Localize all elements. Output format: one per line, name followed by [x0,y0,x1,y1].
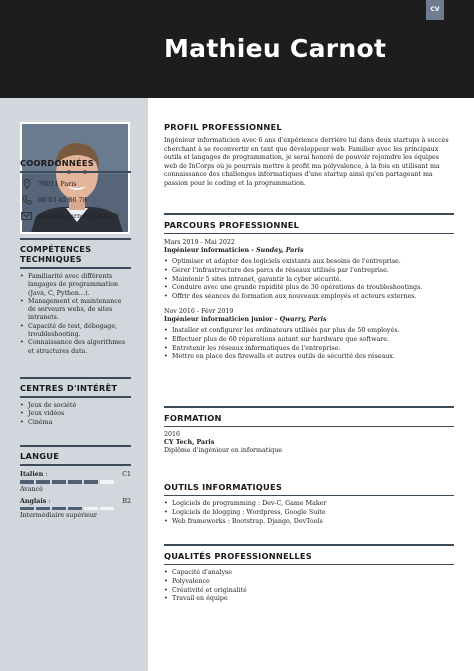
qualities-list [164,569,454,604]
language-code: B2 [122,497,131,505]
profile-section [164,122,454,189]
interests-title: CENTRES D'INTÉRÊT [20,377,131,398]
profile-text: Ingénieur informaticien avec 6 ans d'expérience derrière lui dans deux startups à succès cherchant à se reconvertir en tant que développeur web. Familier avec les principaux outils et langages de programmation, je serai honoré de pouvoir rejoindre les équipes web de InCorps où je pourrais mettre à profit ma polyvalence, à la fois en utilisant ma connaissance des challenges informatiques d'une startup ainsi qu'en partageant ma passion pour le coding et la programmation. [164,137,449,187]
job-company: Qwarry, Paris [279,315,327,323]
job-dates: Mars 2019 - Mai 2022 [164,239,235,246]
language-separator: : [43,471,48,478]
list-item: • Optimiser et adapter des logiciels existants aux besoins de l'entreprise. [164,258,454,267]
languages-section [20,445,131,519]
language-level: Intermédiaire supérieur [20,512,97,519]
profile-title: PROFIL PROFESSIONNEL [164,122,282,132]
divider [164,406,454,408]
level-segment [36,480,50,484]
address-text: 76011 Paris [38,180,77,188]
job-tasks [164,327,454,362]
tools-section [164,482,454,526]
skills-title: COMPÉTENCES TECHNIQUES [20,238,131,269]
level-segment [84,507,98,511]
list-item: • Cinéma [20,419,131,427]
language-separator: : [46,497,51,505]
candidate-name: Mathieu Carnot [164,34,387,63]
job-title: Ingénieur informaticien junior - Qwarry, Paris [164,315,327,323]
list-item: • Connaissance des algorithmes et structures data. [20,339,131,356]
list-item: • Mettre en place des firewalls et autres outils de sécurité des réseaux. [164,353,454,362]
tools-title: OUTILS INFORMATIQUES [164,482,283,492]
list-item: • Maintenir 5 sites intranet, garantir la cyber sécurité. [164,276,454,285]
address-row [20,176,131,192]
list-item: • Jeux de société [20,402,131,410]
language-code: C1 [122,471,131,478]
language-level-bar [20,480,131,484]
email-row [20,208,131,224]
language-italian [20,471,131,493]
qualities-title: QUALITÉS PROFESSIONNELLES [164,551,312,561]
education-year: 2016 [164,431,181,438]
divider [164,233,454,234]
language-level: Avancé [20,485,43,493]
education-school: CY Tech, Paris [164,439,215,446]
job-role: Ingénieur informaticien [164,247,250,254]
level-segment [52,480,66,484]
job-title: Ingénieur informaticien - Sunday, Paris [164,247,304,254]
list-item: • Logiciels de programming : Dev-C, Game Maker [164,500,454,509]
job-entry [164,308,454,362]
education-degree: Diplôme d'ingénieur en informatique [164,447,283,454]
divider [164,213,454,215]
level-segment [20,480,34,484]
list-item: • Familiarité avec différents langages de programmation (Java, C, Python…). [20,273,131,298]
list-item: • Polyvalence [164,578,454,587]
list-item: • Entretenir les réseaux informatiques de l'entreprise. [164,345,454,354]
list-item: • Logiciels de blogging : Wordpress, Google Suite [164,509,454,518]
list-item: • Management et maintenance de serveurs webs, de sites intranets. [20,298,131,323]
list-item: • Effectuer plus de 60 réparations autant sur hardware que software. [164,336,454,345]
language-english [20,498,131,520]
job-tasks [164,258,454,302]
map-pin-icon [20,179,33,189]
level-segment [68,480,82,484]
email-text: mathieu.carnot@email.fr [38,212,120,220]
job-company: Sunday, Paris [256,247,304,254]
level-segment [84,480,98,484]
experience-section [164,213,454,362]
divider [164,564,454,565]
contact-title: COORDONNÉES [20,158,131,173]
job-entry [164,239,454,302]
level-segment [20,507,34,511]
list-item: • Capacité d'analyse [164,569,454,578]
phone-row [20,192,131,208]
language-level-bar [20,507,131,511]
header-bar [0,0,474,98]
education-title: FORMATION [164,413,222,423]
contact-section [20,158,131,224]
list-item: • Offrir des séances de formation aux nouveaux employés et acteurs externes. [164,293,454,302]
list-item: • Travail en équipe [164,595,454,604]
tools-list [164,500,454,526]
list-item: • Créativité et originalité [164,587,454,596]
education-section [164,406,454,454]
level-segment [68,507,82,511]
list-item: • Installer et configurer les ordinateurs utilisés par plus de 50 employés. [164,327,454,336]
level-segment [36,507,50,511]
level-segment [52,507,66,511]
divider [164,544,454,546]
divider [164,495,454,496]
list-item: • Gérer l'infrastructure des parcs de réseaux utilisés par l'entreprise. [164,267,454,276]
language-name: Italien [20,471,44,478]
level-segment [100,507,114,511]
language-name: Anglais [20,497,47,505]
interests-section [20,377,131,427]
list-item: • Capacité de test, débogage, troubleshooting. [20,323,131,340]
divider [164,426,454,427]
skills-list [20,273,131,356]
experience-title: PARCOURS PROFESSIONNEL [164,220,300,230]
level-segment [100,480,114,484]
job-dates: Nov 2016 - Févr 2019 [164,307,234,315]
skills-section [20,238,131,356]
job-role: Ingénieur informaticien junior [164,315,273,323]
languages-title: LANGUE [20,445,131,466]
envelope-icon [20,211,33,221]
list-item: • Jeux vidéos [20,410,131,418]
qualities-section [164,544,454,604]
phone-text: 06 83 45 86 78 [38,196,87,204]
list-item: • Conduire avec une grande rapidité plus de 30 opérations de troubleshootings. [164,284,454,293]
cv-tab: CV [426,0,444,20]
phone-icon [20,195,33,205]
interests-list [20,402,131,427]
list-item: • Web frameworks : Bootstrap, Django, DevTools [164,518,454,527]
